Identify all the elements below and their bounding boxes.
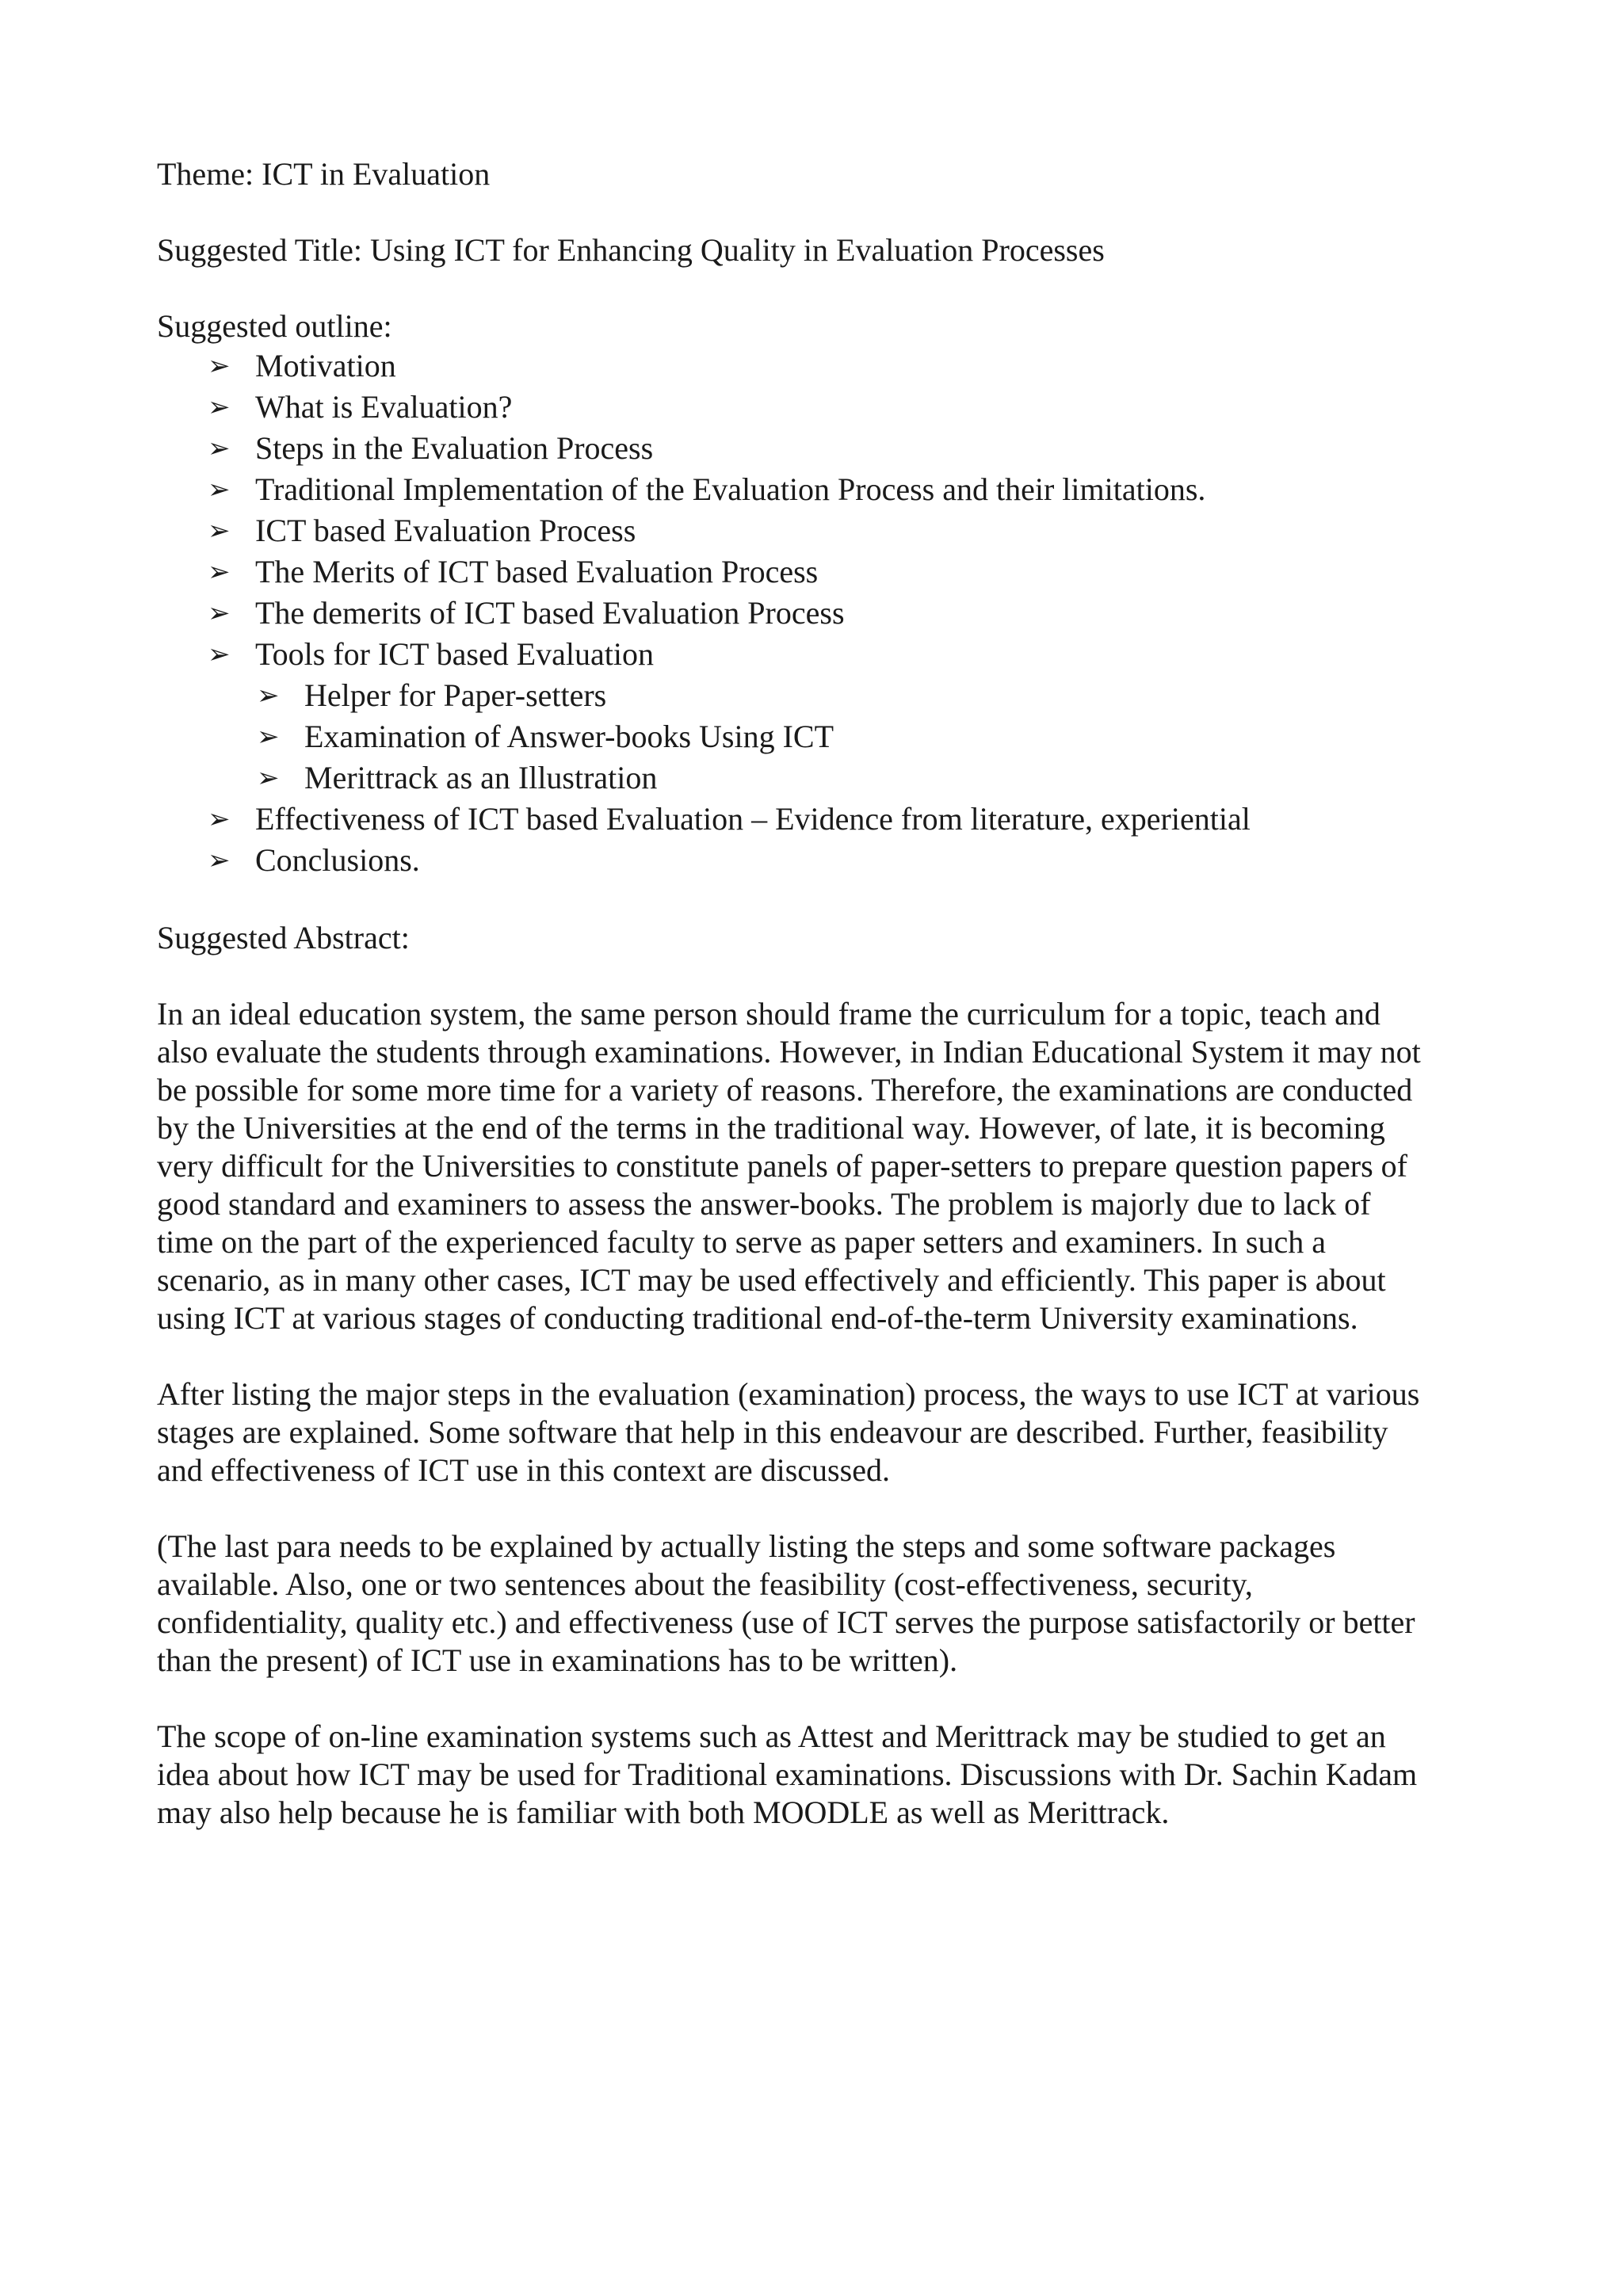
arrow-bullet-icon: ➢ xyxy=(257,680,280,711)
arrow-bullet-icon: ➢ xyxy=(208,433,231,464)
outline-item-ict-process: ➢ ICT based Evaluation Process xyxy=(157,510,1488,551)
outline-item-motivation: ➢ Motivation xyxy=(157,345,1488,387)
outline-subitem-answer-books: ➢ Examination of Answer-books Using ICT xyxy=(157,716,1488,757)
outline-item-traditional-implementation: ➢ Traditional Implementation of the Evaluation Process and their limitations. xyxy=(157,469,1488,510)
arrow-bullet-icon: ➢ xyxy=(208,556,231,588)
arrow-bullet-icon: ➢ xyxy=(208,391,231,423)
outline-item-demerits: ➢ The demerits of ICT based Evaluation Process xyxy=(157,593,1488,634)
suggested-title-line: Suggested Title: Using ICT for Enhancing Quality in Evaluation Processes xyxy=(157,232,1105,268)
outline-subitem-merittrack: ➢ Merittrack as an Illustration xyxy=(157,757,1488,799)
abstract-paragraph-2: After listing the major steps in the evaluation (examination) process, the ways to use ICT at various stages are explained. Some software that help in this endeavour are described. Further, feasibility and effectiveness of ICT use in this context are discussed. xyxy=(157,1376,1420,1488)
outline-item-what-is-evaluation: ➢ What is Evaluation? xyxy=(157,387,1488,428)
arrow-bullet-icon: ➢ xyxy=(208,597,231,629)
arrow-bullet-icon: ➢ xyxy=(208,803,231,835)
outline-list xyxy=(157,345,1488,881)
note-paragraph: (The last para needs to be explained by actually listing the steps and some software packages available. Also, one or two sentences about the feasibility (cost-effectiveness, security, confidentiality, quality etc.) and effectiveness (use of ICT serves the purpose satisfactorily or better than the present) of ICT use in examinations has to be written). xyxy=(157,1528,1415,1678)
outline-item-steps: ➢ Steps in the Evaluation Process xyxy=(157,428,1488,469)
arrow-bullet-icon: ➢ xyxy=(208,350,231,382)
arrow-bullet-icon: ➢ xyxy=(208,639,231,670)
outline-item-tools: ➢ Tools for ICT based Evaluation xyxy=(157,634,1488,675)
arrow-bullet-icon: ➢ xyxy=(208,515,231,547)
scope-paragraph: The scope of on-line examination systems such as Attest and Merittrack may be studied to get an idea about how ICT may be used for Traditional examinations. Discussions with Dr. Sachin Kadam may also help because he is familiar with both MOODLE as well as Merittrack. xyxy=(157,1718,1418,1830)
arrow-bullet-icon: ➢ xyxy=(208,845,231,876)
arrow-bullet-icon: ➢ xyxy=(257,762,280,794)
outline-subitem-paper-setters: ➢ Helper for Paper-setters xyxy=(157,675,1488,716)
outline-item-conclusions: ➢ Conclusions. xyxy=(157,840,1488,881)
abstract-heading: Suggested Abstract: xyxy=(157,920,410,955)
theme-line: Theme: ICT in Evaluation xyxy=(157,156,491,192)
abstract-paragraph-1: In an ideal education system, the same person should frame the curriculum for a topic, teach and also evaluate the students through examinations. However, in Indian Educational System it may not be possible for some more time for a variety of reasons. Therefore, the examinations are conducted by the Universities at the end of the terms in the traditional way. However, of late, it is becoming very difficult for the Universities to constitute panels of paper-setters to prepare question papers of good standard and examiners to assess the answer-books. The problem is majorly due to lack of time on the part of the experienced faculty to serve as paper setters and examiners. In such a scenario, as in many other cases, ICT may be used effectively and efficiently. This paper is about using ICT at various stages of conducting traditional end-of-the-term University examinations. xyxy=(157,996,1421,1336)
document-body xyxy=(157,155,1488,1870)
outline-item-merits: ➢ The Merits of ICT based Evaluation Process xyxy=(157,551,1488,593)
outline-item-effectiveness: ➢ Effectiveness of ICT based Evaluation – Evidence from literature, experiential xyxy=(157,799,1488,840)
outline-heading: Suggested outline: xyxy=(157,308,392,344)
arrow-bullet-icon: ➢ xyxy=(257,721,280,753)
arrow-bullet-icon: ➢ xyxy=(208,474,231,505)
